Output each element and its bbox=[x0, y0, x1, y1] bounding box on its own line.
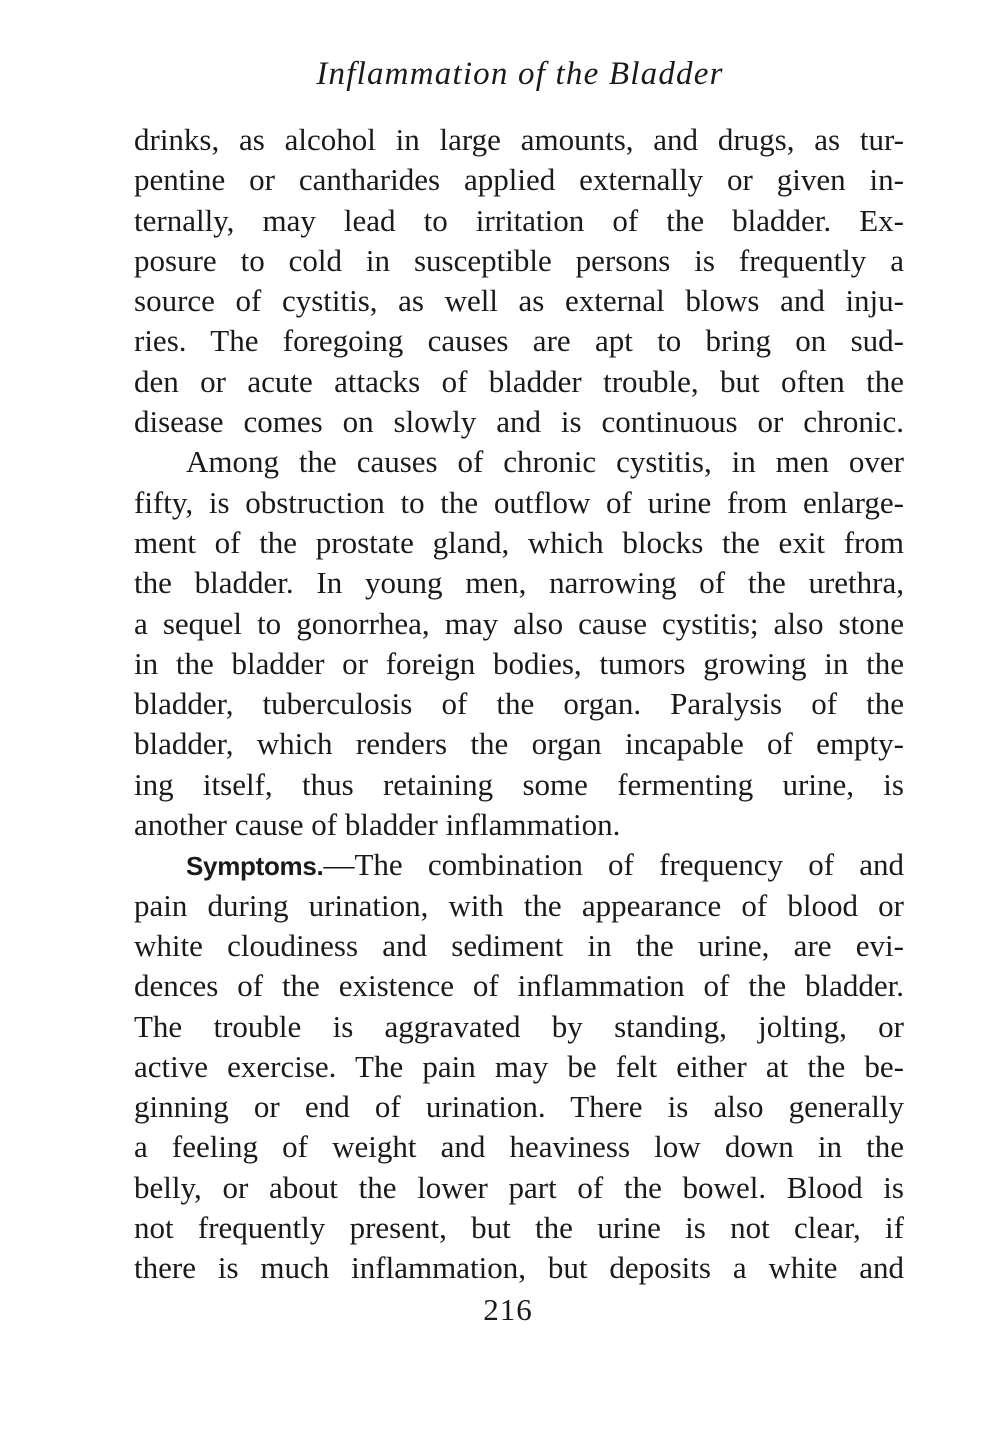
text-line: fifty, is obstruction to the outflow of urine from enlarge- bbox=[134, 484, 904, 520]
text-line: active exercise. The pain may be felt either at the be- bbox=[134, 1048, 904, 1084]
text-line: a sequel to gonorrhea, may also cause cystitis; also stone bbox=[134, 605, 904, 641]
text-line: in the bladder or foreign bodies, tumors growing in the bbox=[134, 645, 904, 681]
text-line: The trouble is aggravated by standing, jolting, or bbox=[134, 1008, 904, 1044]
text-line: ginning or end of urination. There is also generally bbox=[134, 1089, 904, 1125]
text-line: pain during urination, with the appearance of blood or bbox=[134, 887, 904, 923]
text-line: pentine or cantharides applied externally or given in- bbox=[134, 162, 904, 198]
text-line: there is much inflammation, but deposits a white and bbox=[134, 1250, 904, 1286]
text-line: dences of the existence of inflammation of the bladder. bbox=[134, 968, 904, 1004]
text-line: another cause of bladder inflammation. bbox=[134, 807, 621, 843]
text-line: ternally, may lead to irritation of the bladder. Ex- bbox=[134, 202, 904, 238]
text-line: den or acute attacks of bladder trouble, but often the bbox=[134, 363, 904, 399]
text-line: bladder, tuberculosis of the organ. Paralysis of the bbox=[134, 686, 904, 722]
text-line: not frequently present, but the urine is not clear, if bbox=[134, 1210, 904, 1246]
text-line: belly, or about the lower part of the bowel. Blood is bbox=[134, 1169, 904, 1205]
text-line: posure to cold in susceptible persons is frequently a bbox=[134, 242, 904, 278]
text-line: Among the causes of chronic cystitis, in men over bbox=[186, 444, 904, 480]
text-line: ing itself, thus retaining some fermenting urine, is bbox=[134, 766, 904, 802]
running-head: Inflammation of the Bladder bbox=[316, 56, 724, 92]
text-line: white cloudiness and sediment in the urine, are evi- bbox=[134, 927, 904, 963]
text-line: the bladder. In young men, narrowing of the urethra, bbox=[134, 565, 904, 601]
text-line: source of cystitis, as well as external blows and inju- bbox=[134, 283, 904, 319]
paragraph bbox=[134, 442, 904, 845]
text-line: disease comes on slowly and is continuous or chronic. bbox=[134, 404, 904, 440]
text-line: drinks, as alcohol in large amounts, and drugs, as tur- bbox=[134, 122, 904, 157]
body-text bbox=[134, 120, 904, 1289]
paragraph bbox=[134, 120, 904, 442]
text-run: —The combination of frequency of and bbox=[323, 847, 904, 883]
text-line bbox=[134, 845, 904, 885]
paragraph bbox=[134, 845, 904, 1288]
text-line: ment of the prostate gland, which blocks the exit from bbox=[134, 524, 904, 560]
section-heading: Symptoms. bbox=[186, 851, 324, 882]
text-line: a feeling of weight and heaviness low down in the bbox=[134, 1129, 904, 1165]
text-line: bladder, which renders the organ incapable of empty- bbox=[134, 726, 904, 762]
page-number: 216 bbox=[483, 1292, 533, 1327]
text-line: ries. The foregoing causes are apt to bring on sud- bbox=[134, 323, 904, 359]
